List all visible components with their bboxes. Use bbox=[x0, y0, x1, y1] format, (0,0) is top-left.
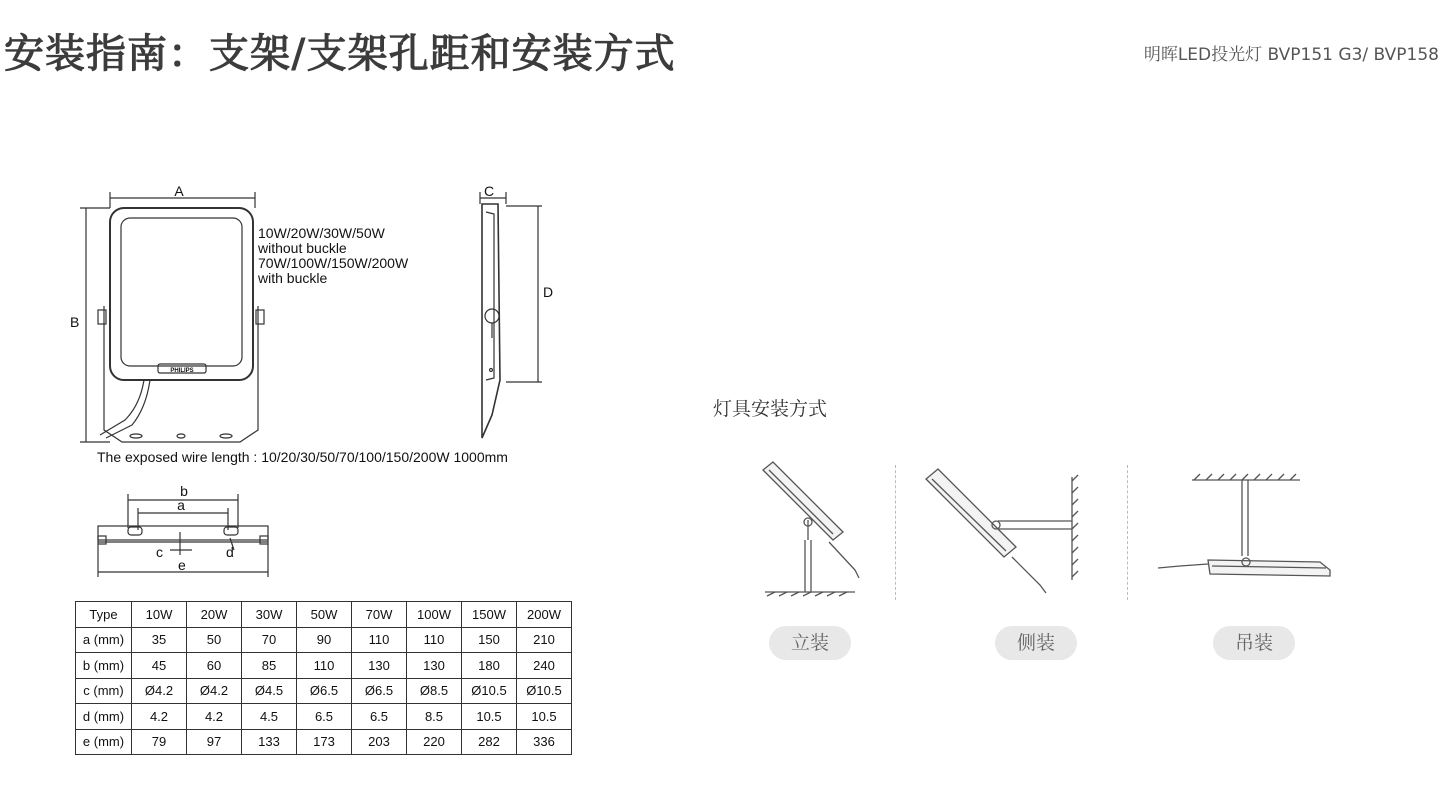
note-line: with buckle bbox=[258, 270, 328, 286]
table-cell: 60 bbox=[187, 653, 242, 679]
dim-label-d-lower: d bbox=[226, 544, 234, 560]
table-header-cell: 30W bbox=[242, 602, 297, 628]
table-header-cell: 10W bbox=[132, 602, 187, 628]
floor-mount-illustration bbox=[755, 460, 875, 600]
table-cell: 240 bbox=[517, 653, 572, 679]
dim-label-b-upper: B bbox=[70, 314, 80, 330]
note-line: without buckle bbox=[258, 240, 347, 256]
table-header-row bbox=[76, 602, 572, 628]
table-cell: b (mm) bbox=[76, 653, 132, 679]
table-header-cell: 70W bbox=[352, 602, 407, 628]
table-row bbox=[76, 678, 572, 704]
table-cell: Ø4.5 bbox=[242, 678, 297, 704]
table-cell: 180 bbox=[462, 653, 517, 679]
dim-label-e-lower: e bbox=[178, 557, 186, 573]
mount-method-hanging: 吊装 bbox=[1213, 626, 1295, 660]
table-cell: 4.2 bbox=[187, 704, 242, 730]
dim-label-a-upper: A bbox=[174, 183, 184, 199]
mount-method-vertical: 立装 bbox=[769, 626, 851, 660]
page-title: 安装指南：支架/支架孔距和安装方式 bbox=[4, 31, 676, 77]
dim-label-a-lower: a bbox=[177, 497, 185, 513]
table-cell: 336 bbox=[517, 729, 572, 755]
table-cell: 130 bbox=[352, 653, 407, 679]
wall-mount-illustration bbox=[920, 465, 1090, 600]
table-cell: 6.5 bbox=[297, 704, 352, 730]
table-header-cell: 20W bbox=[187, 602, 242, 628]
table-cell: 110 bbox=[352, 627, 407, 653]
table-cell: 6.5 bbox=[352, 704, 407, 730]
table-cell: 220 bbox=[407, 729, 462, 755]
table-cell: Ø4.2 bbox=[187, 678, 242, 704]
table-cell: 110 bbox=[297, 653, 352, 679]
spec-table bbox=[75, 601, 572, 755]
table-cell: Ø4.2 bbox=[132, 678, 187, 704]
table-cell: a (mm) bbox=[76, 627, 132, 653]
table-header-cell: 100W bbox=[407, 602, 462, 628]
table-cell: 35 bbox=[132, 627, 187, 653]
dim-label-d-upper: D bbox=[543, 284, 554, 300]
table-cell: 203 bbox=[352, 729, 407, 755]
dim-label-c-lower: c bbox=[156, 544, 163, 560]
divider-line bbox=[895, 465, 896, 600]
table-cell: Ø8.5 bbox=[407, 678, 462, 704]
table-cell: 210 bbox=[517, 627, 572, 653]
table-cell: 150 bbox=[462, 627, 517, 653]
table-row bbox=[76, 704, 572, 730]
buckle-note bbox=[258, 226, 408, 286]
table-cell: e (mm) bbox=[76, 729, 132, 755]
table-cell: Ø6.5 bbox=[297, 678, 352, 704]
table-cell: Ø10.5 bbox=[462, 678, 517, 704]
table-cell: 50 bbox=[187, 627, 242, 653]
wire-length-note: The exposed wire length : 10/20/30/50/70/100/150/200W 1000mm bbox=[97, 449, 508, 465]
table-row bbox=[76, 729, 572, 755]
mounting-section-title: 灯具安装方式 bbox=[713, 398, 828, 420]
table-cell: 282 bbox=[462, 729, 517, 755]
divider-line bbox=[1127, 465, 1128, 600]
table-cell: 4.2 bbox=[132, 704, 187, 730]
table-cell: 8.5 bbox=[407, 704, 462, 730]
note-line: 70W/100W/150W/200W bbox=[258, 255, 409, 271]
table-row bbox=[76, 653, 572, 679]
table-cell: 79 bbox=[132, 729, 187, 755]
table-header-cell: 150W bbox=[462, 602, 517, 628]
table-cell: 133 bbox=[242, 729, 297, 755]
table-cell: c (mm) bbox=[76, 678, 132, 704]
note-line: 10W/20W/30W/50W bbox=[258, 225, 385, 241]
table-cell: 130 bbox=[407, 653, 462, 679]
table-row bbox=[76, 627, 572, 653]
table-cell: 4.5 bbox=[242, 704, 297, 730]
table-cell: Ø10.5 bbox=[517, 678, 572, 704]
table-header-cell: 50W bbox=[297, 602, 352, 628]
table-cell: d (mm) bbox=[76, 704, 132, 730]
product-name: 明晖LED投光灯 BVP151 G3/ BVP158 bbox=[1143, 45, 1439, 65]
dim-label-c-upper: C bbox=[483, 183, 495, 199]
dim-label-b-lower: b bbox=[180, 483, 188, 499]
table-cell: 110 bbox=[407, 627, 462, 653]
table-cell: 70 bbox=[242, 627, 297, 653]
table-header-cell: Type bbox=[76, 602, 132, 628]
table-cell: 90 bbox=[297, 627, 352, 653]
mount-method-side: 侧装 bbox=[995, 626, 1077, 660]
table-cell: 97 bbox=[187, 729, 242, 755]
table-header-cell: 200W bbox=[517, 602, 572, 628]
table-cell: 85 bbox=[242, 653, 297, 679]
ceiling-mount-illustration bbox=[1150, 470, 1340, 585]
table-cell: 45 bbox=[132, 653, 187, 679]
brand-logo-text: PHILIPS bbox=[170, 368, 194, 374]
table-cell: Ø6.5 bbox=[352, 678, 407, 704]
table-cell: 173 bbox=[297, 729, 352, 755]
table-cell: 10.5 bbox=[517, 704, 572, 730]
table-cell: 10.5 bbox=[462, 704, 517, 730]
